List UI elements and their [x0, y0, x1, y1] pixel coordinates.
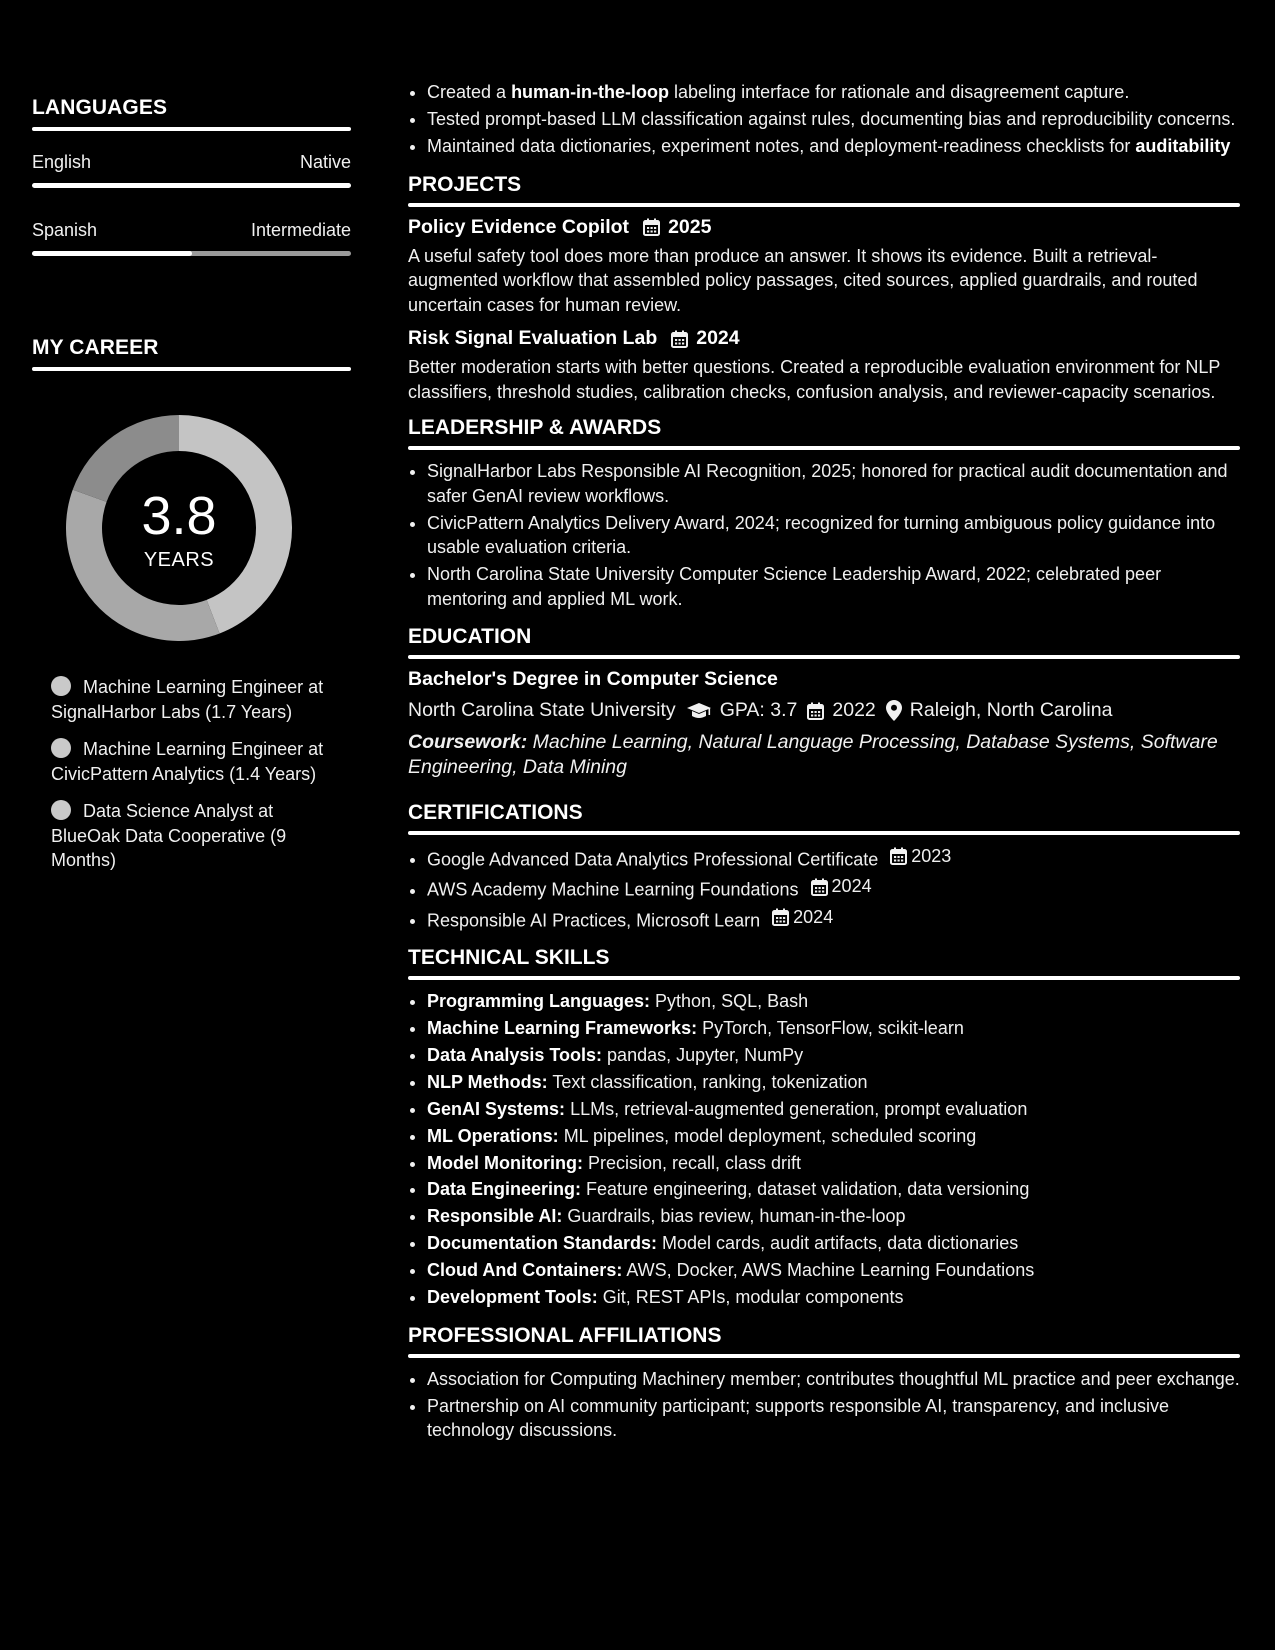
- career-role-label: Data Science Analyst at BlueOak Data Cooperative (9 Months): [51, 801, 287, 870]
- skill-value: Model cards, audit artifacts, data dictionaries: [657, 1233, 1019, 1254]
- career-role-label: Machine Learning Engineer at CivicPattern Analytics (1.4 Years): [51, 739, 324, 784]
- donut-center: [66, 415, 292, 641]
- career-legend-item: [51, 799, 341, 873]
- calendar-icon: [671, 330, 688, 348]
- calendar-icon: [772, 908, 789, 926]
- certifications-title: CERTIFICATIONS: [408, 801, 583, 824]
- certification-name: Google Advanced Data Analytics Professional Certificate: [427, 849, 879, 870]
- skill-label: NLP Methods:: [427, 1071, 548, 1092]
- skills-title: TECHNICAL SKILLS: [408, 946, 610, 970]
- language-proficiency-bar: [32, 251, 351, 256]
- education-title: EDUCATION: [408, 625, 532, 648]
- career-total-unit: YEARS: [143, 548, 215, 571]
- calendar-icon: [811, 878, 828, 896]
- education-degree: Bachelor's Degree in Computer Science: [408, 668, 778, 690]
- calendar-icon: [807, 702, 824, 720]
- skills-rule: [408, 976, 1240, 980]
- language-name: Spanish: [32, 220, 98, 240]
- project-name: Risk Signal Evaluation Lab: [408, 327, 658, 349]
- experience-bullet: • Tested prompt-based LLM classification against rules, documenting bias and reproducibility concerns.: [427, 107, 1240, 132]
- experience-bullet: [427, 134, 1240, 159]
- language-item: [32, 220, 351, 256]
- certification-year: 2024: [831, 876, 872, 897]
- education-coursework: [408, 730, 1240, 779]
- language-proficiency-fill: [32, 251, 192, 256]
- calendar-icon: [643, 218, 660, 236]
- skill-value: ML pipelines, model deployment, scheduled scoring: [558, 1125, 977, 1146]
- projects-rule: [408, 203, 1240, 207]
- bullet-text: Maintained data dictionaries, experiment notes, and deployment-readiness checklists for: [427, 136, 1136, 156]
- skill-item: [427, 1097, 1240, 1122]
- leadership-item: • North Carolina State University Computer Science Leadership Award, 2022; celebrated peer mentoring and applied ML work.: [427, 562, 1240, 611]
- skill-label: GenAI Systems:: [427, 1098, 566, 1119]
- language-proficiency-fill: [32, 183, 351, 188]
- skill-item: [427, 1043, 1240, 1068]
- bullet-text: labeling interface for rationale and disagreement capture.: [669, 82, 1130, 102]
- skill-value: Feature engineering, dataset validation, data versioning: [581, 1179, 1030, 1200]
- language-name: English: [32, 152, 92, 172]
- skill-label: Documentation Standards:: [427, 1233, 658, 1254]
- skill-item: [427, 1016, 1240, 1041]
- projects-title: PROJECTS: [408, 172, 522, 196]
- project-item: [408, 216, 1240, 318]
- skill-value: Guardrails, bias review, human-in-the-loop: [562, 1206, 906, 1227]
- certification-name: AWS Academy Machine Learning Foundations: [427, 879, 799, 900]
- career-legend: [51, 675, 341, 886]
- skill-label: Model Monitoring:: [427, 1152, 583, 1173]
- skill-label: Data Engineering:: [427, 1179, 582, 1200]
- bullet-bold: auditability: [1135, 136, 1231, 156]
- main-content: [408, 80, 1240, 1445]
- skill-value: Python, SQL, Bash: [650, 991, 809, 1012]
- skill-value: Git, REST APIs, modular components: [597, 1287, 904, 1308]
- career-rule: [32, 367, 351, 371]
- skill-value: PyTorch, TensorFlow, scikit-learn: [697, 1018, 964, 1039]
- certifications-rule: [408, 831, 1240, 835]
- affiliation-item: • Partnership on AI community participant; supports responsible AI, transparency, and inclusive technology discussions.: [427, 1394, 1240, 1443]
- skill-label: Data Analysis Tools:: [427, 1045, 603, 1066]
- project-year: 2024: [696, 327, 740, 349]
- language-item: [32, 152, 351, 188]
- leadership-title: LEADERSHIP & AWARDS: [408, 416, 662, 439]
- skill-value: LLMs, retrieval-augmented generation, prompt evaluation: [565, 1098, 1028, 1119]
- certification-name: Responsible AI Practices, Microsoft Learn: [427, 909, 761, 930]
- career-section: [32, 336, 351, 371]
- career-legend-item: [51, 675, 341, 724]
- skill-label: Cloud And Containers:: [427, 1260, 623, 1281]
- skill-item: [427, 1258, 1240, 1283]
- language-level: Intermediate: [250, 220, 351, 240]
- education-rule: [408, 655, 1240, 659]
- affiliations-title: PROFESSIONAL AFFILIATIONS: [408, 1323, 722, 1347]
- experience-bullets: [427, 80, 1240, 159]
- bullet-bold: human-in-the-loop: [511, 82, 670, 102]
- skill-label: Machine Learning Frameworks:: [427, 1018, 698, 1039]
- career-role-label: Machine Learning Engineer at SignalHarbor Labs (1.7 Years): [51, 677, 324, 722]
- legend-dot-icon: [51, 738, 71, 758]
- certification-item: [427, 874, 1240, 902]
- languages-rule: [32, 127, 351, 131]
- languages-title: LANGUAGES: [32, 96, 168, 119]
- skill-item: [427, 1204, 1240, 1229]
- leadership-item: • SignalHarbor Labs Responsible AI Recognition, 2025; honored for practical audit documentation and safer GenAI review workflows.: [427, 459, 1240, 508]
- project-item: [408, 327, 1240, 404]
- calendar-icon: [890, 847, 907, 865]
- project-description: Better moderation starts with better questions. Created a reproducible evaluation environment for NLP classifiers, threshold studies, calibration checks, confusion analysis, and reviewer-capacity scenarios.: [408, 357, 1221, 402]
- leadership-rule: [408, 446, 1240, 450]
- career-legend-item: [51, 737, 341, 786]
- career-title: MY CAREER: [32, 336, 159, 359]
- project-name: Policy Evidence Copilot: [408, 215, 630, 238]
- language-proficiency-bar: [32, 183, 351, 188]
- coursework-list: Machine Learning, Natural Language Processing, Database Systems, Software Engineering, Data Mining: [408, 731, 1218, 778]
- affiliations-rule: [408, 1354, 1240, 1358]
- skill-item: [427, 1285, 1240, 1310]
- certification-item: [427, 844, 1240, 872]
- legend-dot-icon: [51, 676, 71, 696]
- certification-year: 2024: [793, 906, 834, 927]
- experience-bullet: [427, 80, 1240, 105]
- skill-item: [427, 1231, 1240, 1256]
- skill-item: [427, 1070, 1240, 1095]
- education-location: Raleigh, North Carolina: [909, 699, 1113, 721]
- education-year: 2022: [832, 699, 876, 721]
- language-level: Native: [299, 152, 351, 172]
- education-school: North Carolina State University: [408, 699, 676, 721]
- certification-item: [427, 905, 1240, 933]
- education-details: [408, 699, 1240, 722]
- affiliation-item: • Association for Computing Machinery member; contributes thoughtful ML practice and peer exchange.: [427, 1367, 1240, 1392]
- career-total-value: 3.8: [141, 485, 217, 546]
- affiliations-list: [427, 1367, 1240, 1443]
- certification-year: 2023: [911, 846, 952, 866]
- skills-list: [427, 989, 1240, 1309]
- skill-value: pandas, Jupyter, NumPy: [602, 1045, 804, 1066]
- skill-label: Responsible AI:: [427, 1206, 563, 1227]
- skill-label: Development Tools:: [427, 1287, 598, 1308]
- career-donut-chart: [66, 415, 292, 641]
- certifications-list: [427, 844, 1240, 932]
- leadership-item: • CivicPattern Analytics Delivery Award, 2024; recognized for turning ambiguous policy guidance into usable evaluation criteria.: [427, 511, 1240, 560]
- skill-item: [427, 1151, 1240, 1176]
- leadership-list: [427, 459, 1240, 611]
- education-gpa: GPA: 3.7: [719, 699, 798, 721]
- skill-label: Programming Languages:: [427, 991, 651, 1012]
- skill-label: ML Operations:: [427, 1125, 559, 1146]
- skill-item: [427, 989, 1240, 1014]
- graduation-cap-icon: [686, 701, 712, 721]
- bullet-text: Created a: [427, 82, 512, 102]
- legend-dot-icon: [51, 800, 71, 820]
- map-pin-icon: [886, 700, 902, 721]
- skill-value: AWS, Docker, AWS Machine Learning Foundations: [622, 1260, 1035, 1281]
- skill-value: Precision, recall, class drift: [582, 1152, 802, 1173]
- languages-section: [32, 96, 351, 256]
- skill-value: Text classification, ranking, tokenization: [547, 1071, 868, 1092]
- project-description: A useful safety tool does more than produce an answer. It shows its evidence. Built a retrieval-augmented workflow that assembled policy passages, cited sources, applied guardrails, and routed uncertain cases for human review.: [408, 245, 1198, 315]
- coursework-label: Coursework:: [408, 731, 528, 753]
- project-year: 2025: [668, 215, 712, 238]
- skill-item: [427, 1124, 1240, 1149]
- skill-item: [427, 1177, 1240, 1202]
